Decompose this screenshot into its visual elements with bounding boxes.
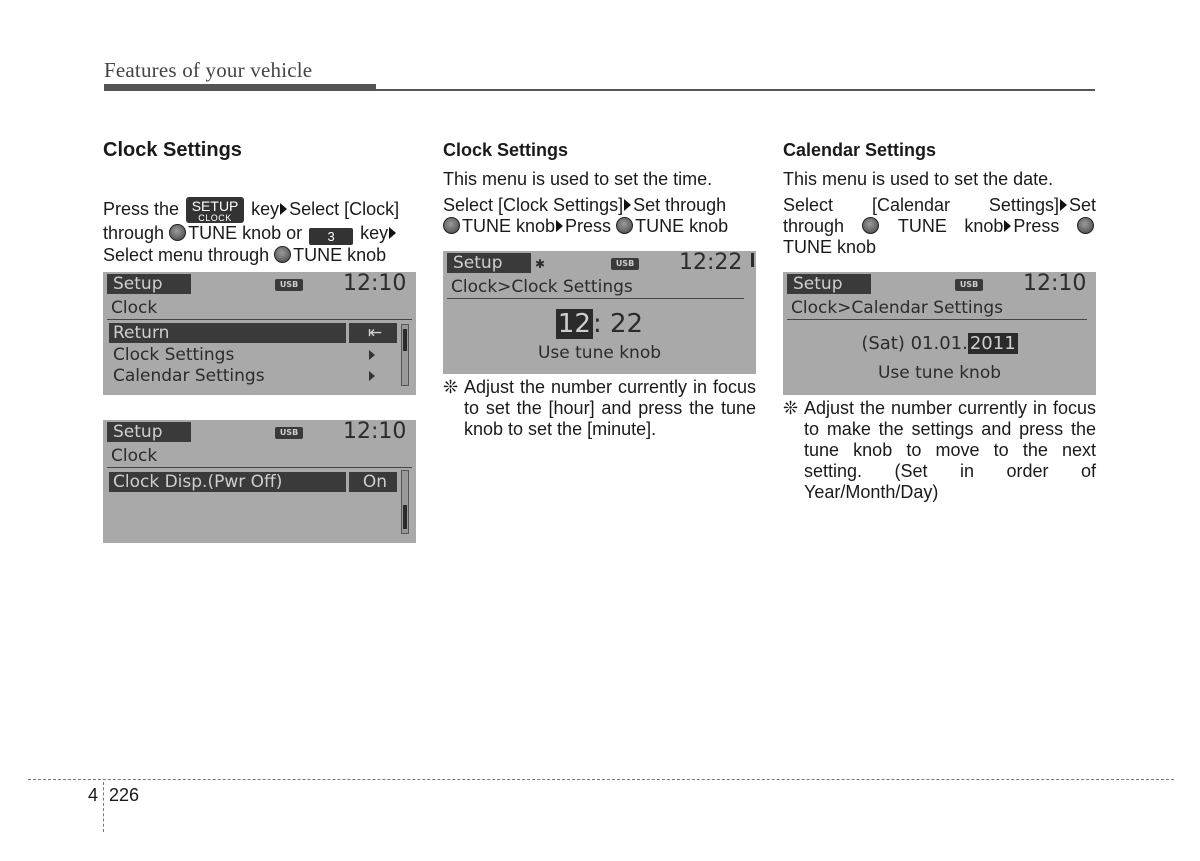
note-text: Adjust the number currently in focus to set the [hour] and press the tune knob to set the [minute]. — [464, 377, 756, 439]
instruction-paragraph: Select [Calendar Settings] Set — [783, 195, 1096, 215]
tune-knob-icon — [274, 246, 291, 263]
header-rule-accent — [104, 84, 376, 91]
note-clock — [443, 377, 756, 440]
tune-knob-icon — [1077, 217, 1094, 234]
return-arrow-icon: ⇤ — [349, 323, 397, 343]
note-calendar — [783, 398, 1096, 503]
lcd-screen-clock-display — [103, 420, 416, 543]
screen-subtitle: Clock — [111, 446, 158, 466]
column-calendar-settings: Calendar Settings This menu is used to set the date. Select [Calendar Settings] Set through TUNE knob Press TUNE knob — [783, 140, 1096, 257]
scrollbar[interactable] — [401, 324, 409, 386]
setup-tab: Setup — [447, 253, 531, 273]
setup-tab: Setup — [107, 274, 191, 294]
clock-time: 12:10 — [343, 272, 407, 296]
hour-field[interactable]: 12 — [557, 309, 591, 339]
chevron-right-icon — [369, 371, 375, 381]
section-title: Clock Settings — [443, 140, 569, 160]
bluetooth-icon: ✱ — [535, 257, 546, 271]
arrow-right-icon — [1004, 220, 1011, 232]
clock-display-value[interactable]: On — [349, 472, 397, 492]
section-description: This menu is used to set the date. — [783, 169, 1054, 189]
scrollbar[interactable] — [401, 470, 409, 534]
tune-knob-icon — [443, 217, 460, 234]
menu-item-return[interactable]: Return — [109, 323, 346, 343]
hint-text: Use tune knob — [877, 363, 1002, 383]
column-clock-settings-intro — [103, 140, 416, 266]
note-text: Adjust the number currently in focus to make the settings and press the tune knob to move to the next setting. (Set in order of Year/Month/Day) — [804, 398, 1096, 502]
setup-tab: Setup — [787, 274, 871, 294]
tune-knob-icon — [862, 217, 879, 234]
lcd-screen-set-date — [783, 272, 1096, 395]
tune-knob-icon — [169, 224, 186, 241]
time-editor[interactable]: 12: 22 — [557, 309, 644, 339]
usb-icon: USB — [611, 258, 639, 270]
minute-field[interactable]: 22 — [610, 309, 644, 339]
tune-knob-icon — [616, 217, 633, 234]
setup-tab: Setup — [107, 422, 191, 442]
usb-icon: USB — [275, 279, 303, 291]
usb-icon: USB — [955, 279, 983, 291]
arrow-right-icon — [1060, 199, 1067, 211]
screen-subtitle: Clock>Calendar Settings — [791, 298, 1004, 318]
clock-time: 12:22 — [679, 251, 743, 275]
lcd-screen-clock-menu — [103, 272, 416, 395]
running-head: Features of your vehicle — [104, 58, 313, 82]
usb-icon: USB — [275, 427, 303, 439]
screen-subtitle: Clock>Clock Settings — [451, 277, 633, 297]
screen-subtitle: Clock — [111, 298, 158, 318]
instruction-paragraph: Select [Clock Settings] Set through TUNE knob Press TUNE knob — [443, 195, 729, 236]
setup-clock-key-icon: SETUP CLOCK — [186, 197, 244, 223]
clock-time: 12:10 — [343, 420, 407, 444]
page-number: 226 — [109, 785, 140, 805]
hint-text: Use tune knob — [537, 343, 662, 363]
section-title: Calendar Settings — [783, 140, 937, 160]
menu-item-clock-settings[interactable]: Clock Settings — [113, 345, 235, 365]
key-3-icon: 3 — [309, 228, 353, 245]
arrow-right-icon — [389, 227, 396, 239]
instruction-paragraph: Press the SETUP CLOCK key Select [Clock] through TUNE knob or 3 key Select menu through TUNE knob — [103, 198, 400, 265]
clock-time: 12:10 — [1023, 272, 1087, 296]
chapter-number: 4 — [88, 785, 99, 805]
menu-item-calendar-settings[interactable]: Calendar Settings — [113, 366, 265, 386]
menu-item-clock-display[interactable]: Clock Disp.(Pwr Off) — [109, 472, 346, 492]
column-clock-settings — [443, 140, 756, 237]
lcd-screen-set-time — [443, 251, 756, 374]
date-editor[interactable] — [783, 333, 1096, 355]
arrow-right-icon — [624, 199, 631, 211]
note-symbol: ❊ — [783, 398, 799, 418]
chevron-right-icon — [369, 350, 375, 360]
date-prefix: (Sat) 01.01. — [861, 333, 968, 354]
section-title: Clock Settings — [103, 139, 242, 161]
note-symbol: ❊ — [443, 377, 459, 397]
footer-divider — [103, 782, 104, 832]
arrow-right-icon — [556, 220, 563, 232]
year-field[interactable]: 2011 — [969, 333, 1016, 354]
footer-rule — [28, 779, 1174, 780]
arrow-right-icon — [280, 203, 287, 215]
section-description: This menu is used to set the time. — [443, 169, 713, 189]
